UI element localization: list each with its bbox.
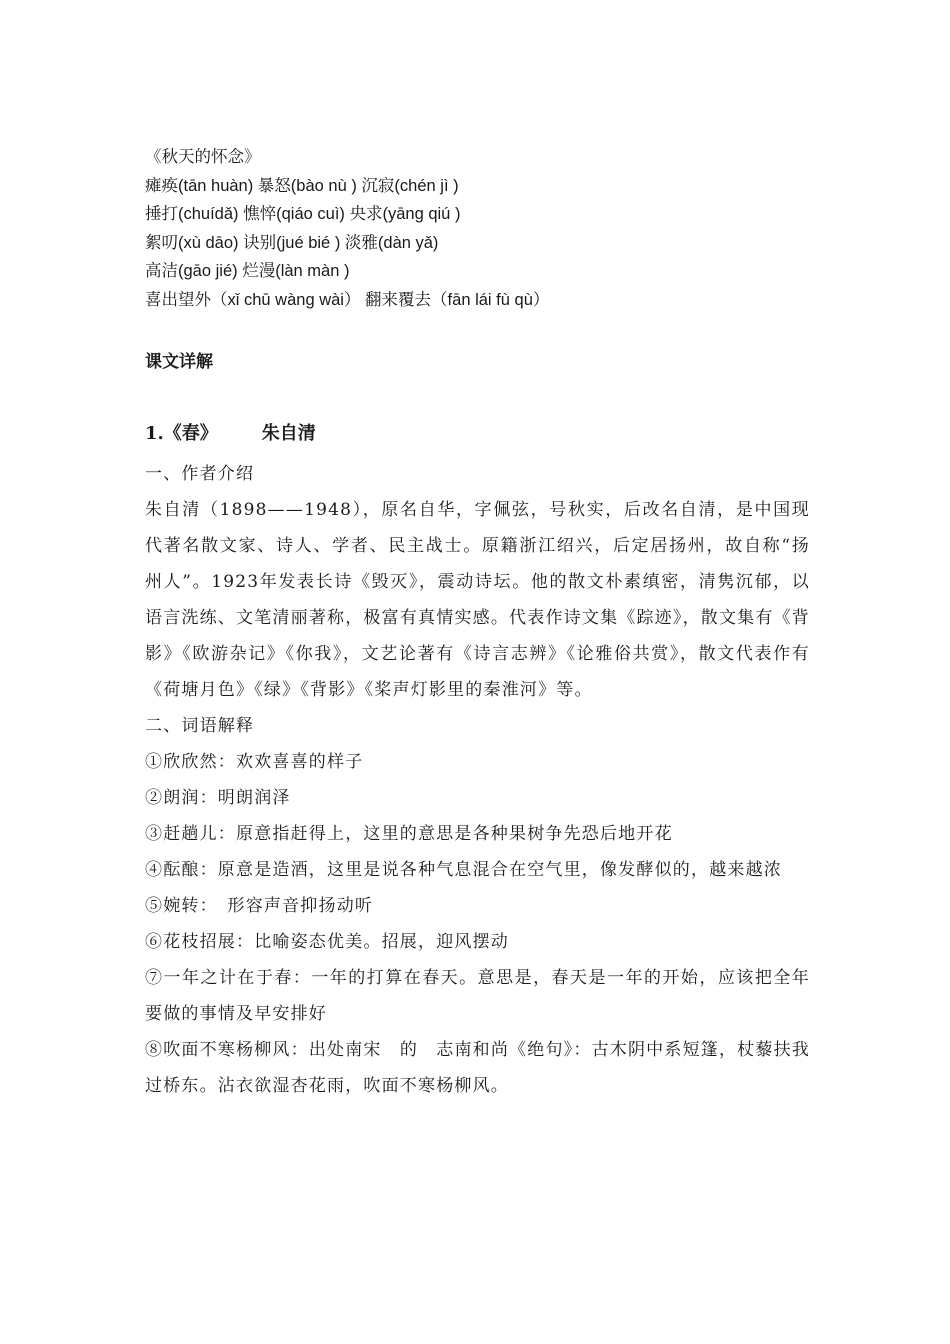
- lesson-body: [145, 456, 810, 1104]
- vocab-row: 捶打(chuídǎ) 憔悴(qiáo cuì) 央求(yāng qiú ): [145, 205, 461, 223]
- vocab-title: 《秋天的怀念》: [145, 148, 261, 166]
- section-title: 课文详解: [145, 352, 213, 372]
- word-explanation: ②朗润：明朗润泽: [145, 788, 291, 808]
- vocab-row: 瘫痪(tān huàn) 暴怒(bào nù ) 沉寂(chén jì ): [145, 176, 459, 195]
- lesson-heading: [145, 420, 316, 448]
- word-explanation: ③赶趟儿：原意指赶得上，这里的意思是各种果树争先恐后地开花: [145, 824, 673, 844]
- author-heading: 一、作者介绍: [145, 464, 255, 484]
- vocab-row: 喜出望外（xǐ chū wàng wài） 翻来覆去（fān lái fù qù）: [145, 290, 550, 309]
- vocab-row: 高洁(gāo jié) 烂漫(làn màn ): [145, 262, 350, 280]
- word-explanation: ⑦一年之计在于春：一年的打算在春天。意思是，春天是一年的开始，应该把全年要做的事情及早安排好: [145, 968, 810, 1024]
- author-intro: 朱自清（1898——1948），原名自华，字佩弦，号秋实，后改名自清，是中国现代著名散文家、诗人、学者、民主战士。原籍浙江绍兴，后定居扬州，故自称“扬州人”。1923年发表长诗《毁灭》，震动诗坛。他的散文朴素缜密，清隽沉郁，以语言洗练、文笔清丽著称，极富有真情实感。代表作诗文集《踪迹》，散文集有《背影》《欧游杂记》《你我》，文艺论著有《诗言志辨》《论雅俗共赏》，散文代表作有《荷塘月色》《绿》《背影》《桨声灯影里的秦淮河》等。: [145, 500, 810, 700]
- vocab-row: 絮叨(xù dāo) 诀别(jué bié ) 淡雅(dàn yǎ): [145, 233, 439, 252]
- word-explanation: ①欣欣然：欢欢喜喜的样子: [145, 752, 364, 772]
- lesson-author: 朱自清: [261, 423, 316, 444]
- vocab-block: [145, 143, 549, 314]
- word-explanation: ⑤婉转： 形容声音抑扬动听: [145, 896, 374, 916]
- word-explanation: ⑥花枝招展：比喻姿态优美。招展，迎风摆动: [145, 932, 509, 952]
- word-explanation: ④酝酿：原意是造酒，这里是说各种气息混合在空气里，像发酵似的，越来越浓: [145, 860, 782, 880]
- lesson-title: 1.《春》: [145, 423, 218, 444]
- vocab-heading: 二、词语解释: [145, 716, 255, 736]
- word-explanation: ⑧吹面不寒杨柳风：出处南宋 的 志南和尚《绝句》：古木阴中系短篷，杖藜扶我过桥东。沾衣欲湿杏花雨，吹面不寒杨柳风。: [145, 1040, 810, 1096]
